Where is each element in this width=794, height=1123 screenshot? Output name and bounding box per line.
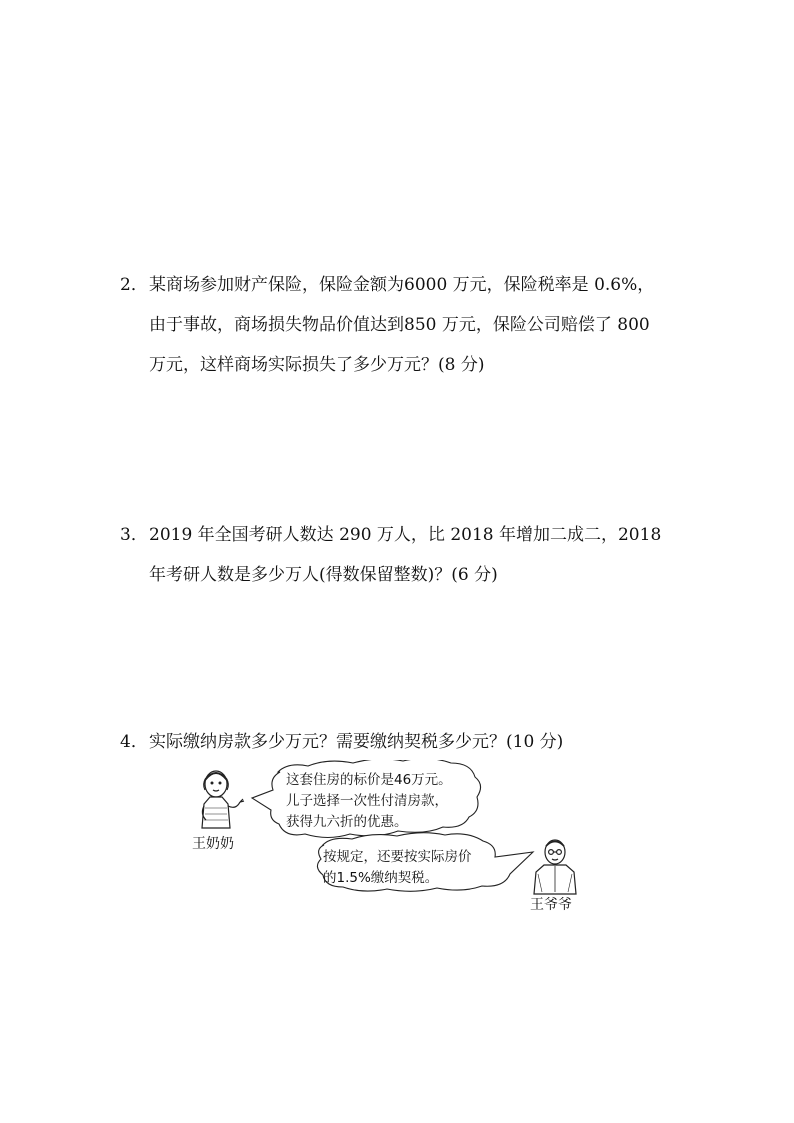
question-line: 万元，这样商场实际损失了多少万元？(8 分): [149, 355, 485, 375]
question-number: 2．: [120, 275, 148, 295]
grandma-caption: 王奶奶: [192, 836, 234, 852]
question-3: [120, 515, 700, 595]
speech-line: 这套住房的标价是46万元。: [286, 772, 452, 788]
grandma-speech-text: [286, 770, 452, 833]
question-line: [120, 265, 700, 305]
question-text: 某商场参加财产保险，保险金额为6000 万元，保险税率是 0.6%，: [149, 275, 655, 295]
question-line: [120, 722, 700, 762]
speech-line: 按规定，还要按实际房价: [323, 849, 472, 865]
question-number: 4．: [120, 732, 148, 752]
speech-line: 获得九六折的优惠。: [286, 814, 408, 830]
question-line: [120, 515, 700, 555]
question-line: 由于事故，商场损失物品价值达到850 万元，保险公司赔偿了 800: [149, 315, 650, 335]
dialogue-figure: [180, 760, 600, 920]
question-4: [120, 722, 700, 762]
question-number: 3．: [120, 525, 148, 545]
grandpa-caption: 王爷爷: [530, 897, 572, 913]
question-text: 2019 年全国考研人数达 290 万人，比 2018 年增加二成二，2018: [149, 525, 662, 545]
grandma-illustration: [202, 771, 244, 828]
grandpa-speech-text: [323, 847, 472, 889]
speech-line: 儿子选择一次性付清房款，: [286, 793, 448, 809]
speech-line: 的1.5%缴纳契税。: [323, 870, 439, 886]
question-2: [120, 265, 700, 385]
question-line: 年考研人数是多少万人(得数保留整数)？(6 分): [149, 565, 498, 585]
question-text: 实际缴纳房款多少万元？需要缴纳契税多少元？(10 分): [149, 732, 564, 752]
grandpa-illustration: [534, 840, 576, 894]
